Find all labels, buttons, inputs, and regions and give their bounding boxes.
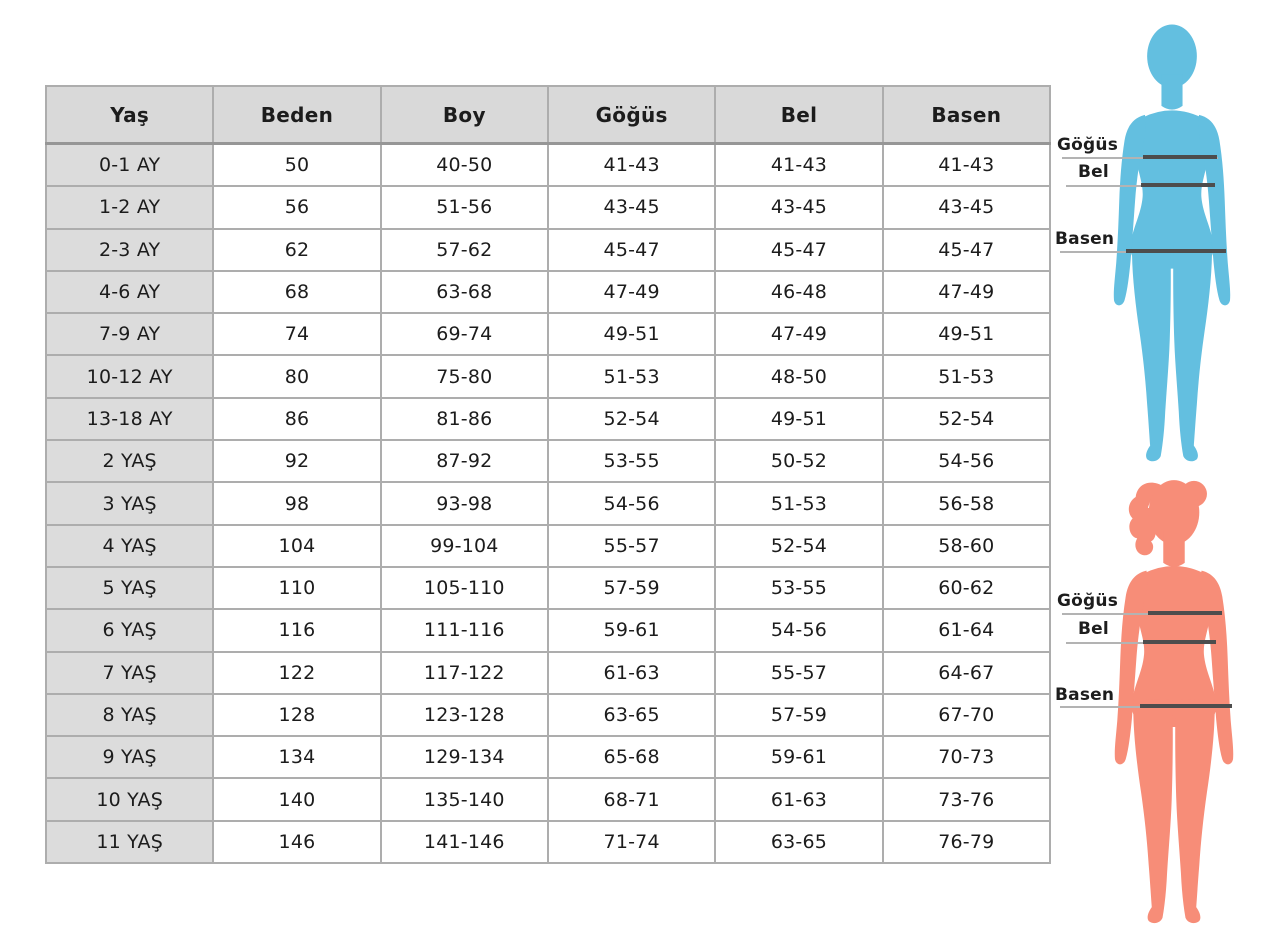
value-cell: 47-49 — [883, 271, 1050, 313]
value-cell: 52-54 — [715, 525, 882, 567]
value-cell: 48-50 — [715, 355, 882, 397]
value-cell: 61-63 — [715, 778, 882, 820]
value-cell: 55-57 — [548, 525, 715, 567]
table-row — [46, 229, 1050, 271]
value-cell: 60-62 — [883, 567, 1050, 609]
value-cell: 59-61 — [548, 609, 715, 651]
table-row — [46, 440, 1050, 482]
value-cell: 52-54 — [548, 398, 715, 440]
value-cell: 69-74 — [381, 313, 548, 355]
age-cell: 10-12 AY — [46, 355, 213, 397]
value-cell: 104 — [213, 525, 380, 567]
value-cell: 54-56 — [548, 482, 715, 524]
age-cell: 9 YAŞ — [46, 736, 213, 778]
column-header: Bel — [715, 86, 882, 144]
value-cell: 65-68 — [548, 736, 715, 778]
table-row — [46, 694, 1050, 736]
value-cell: 51-53 — [548, 355, 715, 397]
table-row — [46, 567, 1050, 609]
girl-body-shape — [1115, 480, 1233, 923]
age-cell: 8 YAŞ — [46, 694, 213, 736]
value-cell: 86 — [213, 398, 380, 440]
value-cell: 71-74 — [548, 821, 715, 863]
value-cell: 63-65 — [548, 694, 715, 736]
value-cell: 49-51 — [548, 313, 715, 355]
value-cell: 146 — [213, 821, 380, 863]
infant-hip-label: Basen — [1055, 229, 1115, 249]
value-cell: 59-61 — [715, 736, 882, 778]
value-cell: 75-80 — [381, 355, 548, 397]
age-cell: 11 YAŞ — [46, 821, 213, 863]
value-cell: 81-86 — [381, 398, 548, 440]
value-cell: 56 — [213, 186, 380, 228]
age-cell: 13-18 AY — [46, 398, 213, 440]
size-table — [45, 85, 1051, 864]
value-cell: 52-54 — [883, 398, 1050, 440]
value-cell: 123-128 — [381, 694, 548, 736]
age-cell: 2-3 AY — [46, 229, 213, 271]
age-cell: 0-1 AY — [46, 144, 213, 187]
girl-waist-measure-line — [1143, 640, 1216, 644]
column-header: Yaş — [46, 86, 213, 144]
value-cell: 92 — [213, 440, 380, 482]
value-cell: 45-47 — [715, 229, 882, 271]
column-header: Göğüs — [548, 86, 715, 144]
value-cell: 129-134 — [381, 736, 548, 778]
value-cell: 54-56 — [883, 440, 1050, 482]
table-row — [46, 271, 1050, 313]
value-cell: 47-49 — [715, 313, 882, 355]
infant-silhouette-image — [1096, 20, 1248, 472]
value-cell: 53-55 — [715, 567, 882, 609]
age-cell: 3 YAŞ — [46, 482, 213, 524]
table-row — [46, 482, 1050, 524]
value-cell: 73-76 — [883, 778, 1050, 820]
age-cell: 4 YAŞ — [46, 525, 213, 567]
value-cell: 49-51 — [715, 398, 882, 440]
table-row — [46, 144, 1050, 187]
table-body — [46, 144, 1050, 864]
value-cell: 40-50 — [381, 144, 548, 187]
infant-waist-label: Bel — [1078, 162, 1109, 182]
age-cell: 2 YAŞ — [46, 440, 213, 482]
value-cell: 93-98 — [381, 482, 548, 524]
value-cell: 87-92 — [381, 440, 548, 482]
value-cell: 51-53 — [883, 355, 1050, 397]
value-cell: 68-71 — [548, 778, 715, 820]
value-cell: 56-58 — [883, 482, 1050, 524]
table-row — [46, 398, 1050, 440]
infant-chest-measure-line — [1143, 155, 1217, 159]
value-cell: 41-43 — [715, 144, 882, 187]
table-row — [46, 736, 1050, 778]
age-cell: 7-9 AY — [46, 313, 213, 355]
table-header-row — [46, 86, 1050, 144]
table-row — [46, 821, 1050, 863]
value-cell: 43-45 — [548, 186, 715, 228]
value-cell: 70-73 — [883, 736, 1050, 778]
girl-hip-label: Basen — [1055, 685, 1115, 705]
value-cell: 45-47 — [883, 229, 1050, 271]
value-cell: 50 — [213, 144, 380, 187]
value-cell: 47-49 — [548, 271, 715, 313]
value-cell: 134 — [213, 736, 380, 778]
value-cell: 68 — [213, 271, 380, 313]
value-cell: 57-59 — [715, 694, 882, 736]
infant-figure — [1096, 20, 1248, 472]
girl-hip-measure-line — [1140, 704, 1232, 708]
value-cell: 63-65 — [715, 821, 882, 863]
value-cell: 45-47 — [548, 229, 715, 271]
value-cell: 57-59 — [548, 567, 715, 609]
value-cell: 62 — [213, 229, 380, 271]
value-cell: 80 — [213, 355, 380, 397]
value-cell: 49-51 — [883, 313, 1050, 355]
girl-waist-label: Bel — [1078, 619, 1109, 639]
value-cell: 61-64 — [883, 609, 1050, 651]
age-cell: 10 YAŞ — [46, 778, 213, 820]
value-cell: 135-140 — [381, 778, 548, 820]
column-header: Basen — [883, 86, 1050, 144]
column-header: Boy — [381, 86, 548, 144]
value-cell: 67-70 — [883, 694, 1050, 736]
girl-chest-label: Göğüs — [1057, 591, 1119, 611]
age-cell: 1-2 AY — [46, 186, 213, 228]
value-cell: 110 — [213, 567, 380, 609]
age-cell: 7 YAŞ — [46, 652, 213, 694]
value-cell: 74 — [213, 313, 380, 355]
value-cell: 53-55 — [548, 440, 715, 482]
age-cell: 4-6 AY — [46, 271, 213, 313]
value-cell: 99-104 — [381, 525, 548, 567]
table-row — [46, 355, 1050, 397]
value-cell: 41-43 — [548, 144, 715, 187]
value-cell: 141-146 — [381, 821, 548, 863]
table-row — [46, 186, 1050, 228]
value-cell: 122 — [213, 652, 380, 694]
column-header: Beden — [213, 86, 380, 144]
table-row — [46, 525, 1050, 567]
value-cell: 111-116 — [381, 609, 548, 651]
age-cell: 6 YAŞ — [46, 609, 213, 651]
value-cell: 117-122 — [381, 652, 548, 694]
table-row — [46, 652, 1050, 694]
value-cell: 128 — [213, 694, 380, 736]
value-cell: 51-53 — [715, 482, 882, 524]
value-cell: 54-56 — [715, 609, 882, 651]
value-cell: 116 — [213, 609, 380, 651]
value-cell: 63-68 — [381, 271, 548, 313]
value-cell: 105-110 — [381, 567, 548, 609]
value-cell: 64-67 — [883, 652, 1050, 694]
table-row — [46, 313, 1050, 355]
girl-chest-measure-line — [1148, 611, 1222, 615]
value-cell: 140 — [213, 778, 380, 820]
value-cell: 55-57 — [715, 652, 882, 694]
table-row — [46, 609, 1050, 651]
value-cell: 43-45 — [715, 186, 882, 228]
infant-chest-label: Göğüs — [1057, 135, 1119, 155]
age-cell: 5 YAŞ — [46, 567, 213, 609]
value-cell: 58-60 — [883, 525, 1050, 567]
value-cell: 76-79 — [883, 821, 1050, 863]
value-cell: 57-62 — [381, 229, 548, 271]
value-cell: 61-63 — [548, 652, 715, 694]
infant-hip-measure-line — [1126, 249, 1226, 253]
table-row — [46, 778, 1050, 820]
value-cell: 51-56 — [381, 186, 548, 228]
value-cell: 50-52 — [715, 440, 882, 482]
value-cell: 46-48 — [715, 271, 882, 313]
value-cell: 98 — [213, 482, 380, 524]
value-cell: 41-43 — [883, 144, 1050, 187]
value-cell: 43-45 — [883, 186, 1050, 228]
infant-body-shape — [1114, 25, 1230, 462]
infant-waist-measure-line — [1141, 183, 1215, 187]
